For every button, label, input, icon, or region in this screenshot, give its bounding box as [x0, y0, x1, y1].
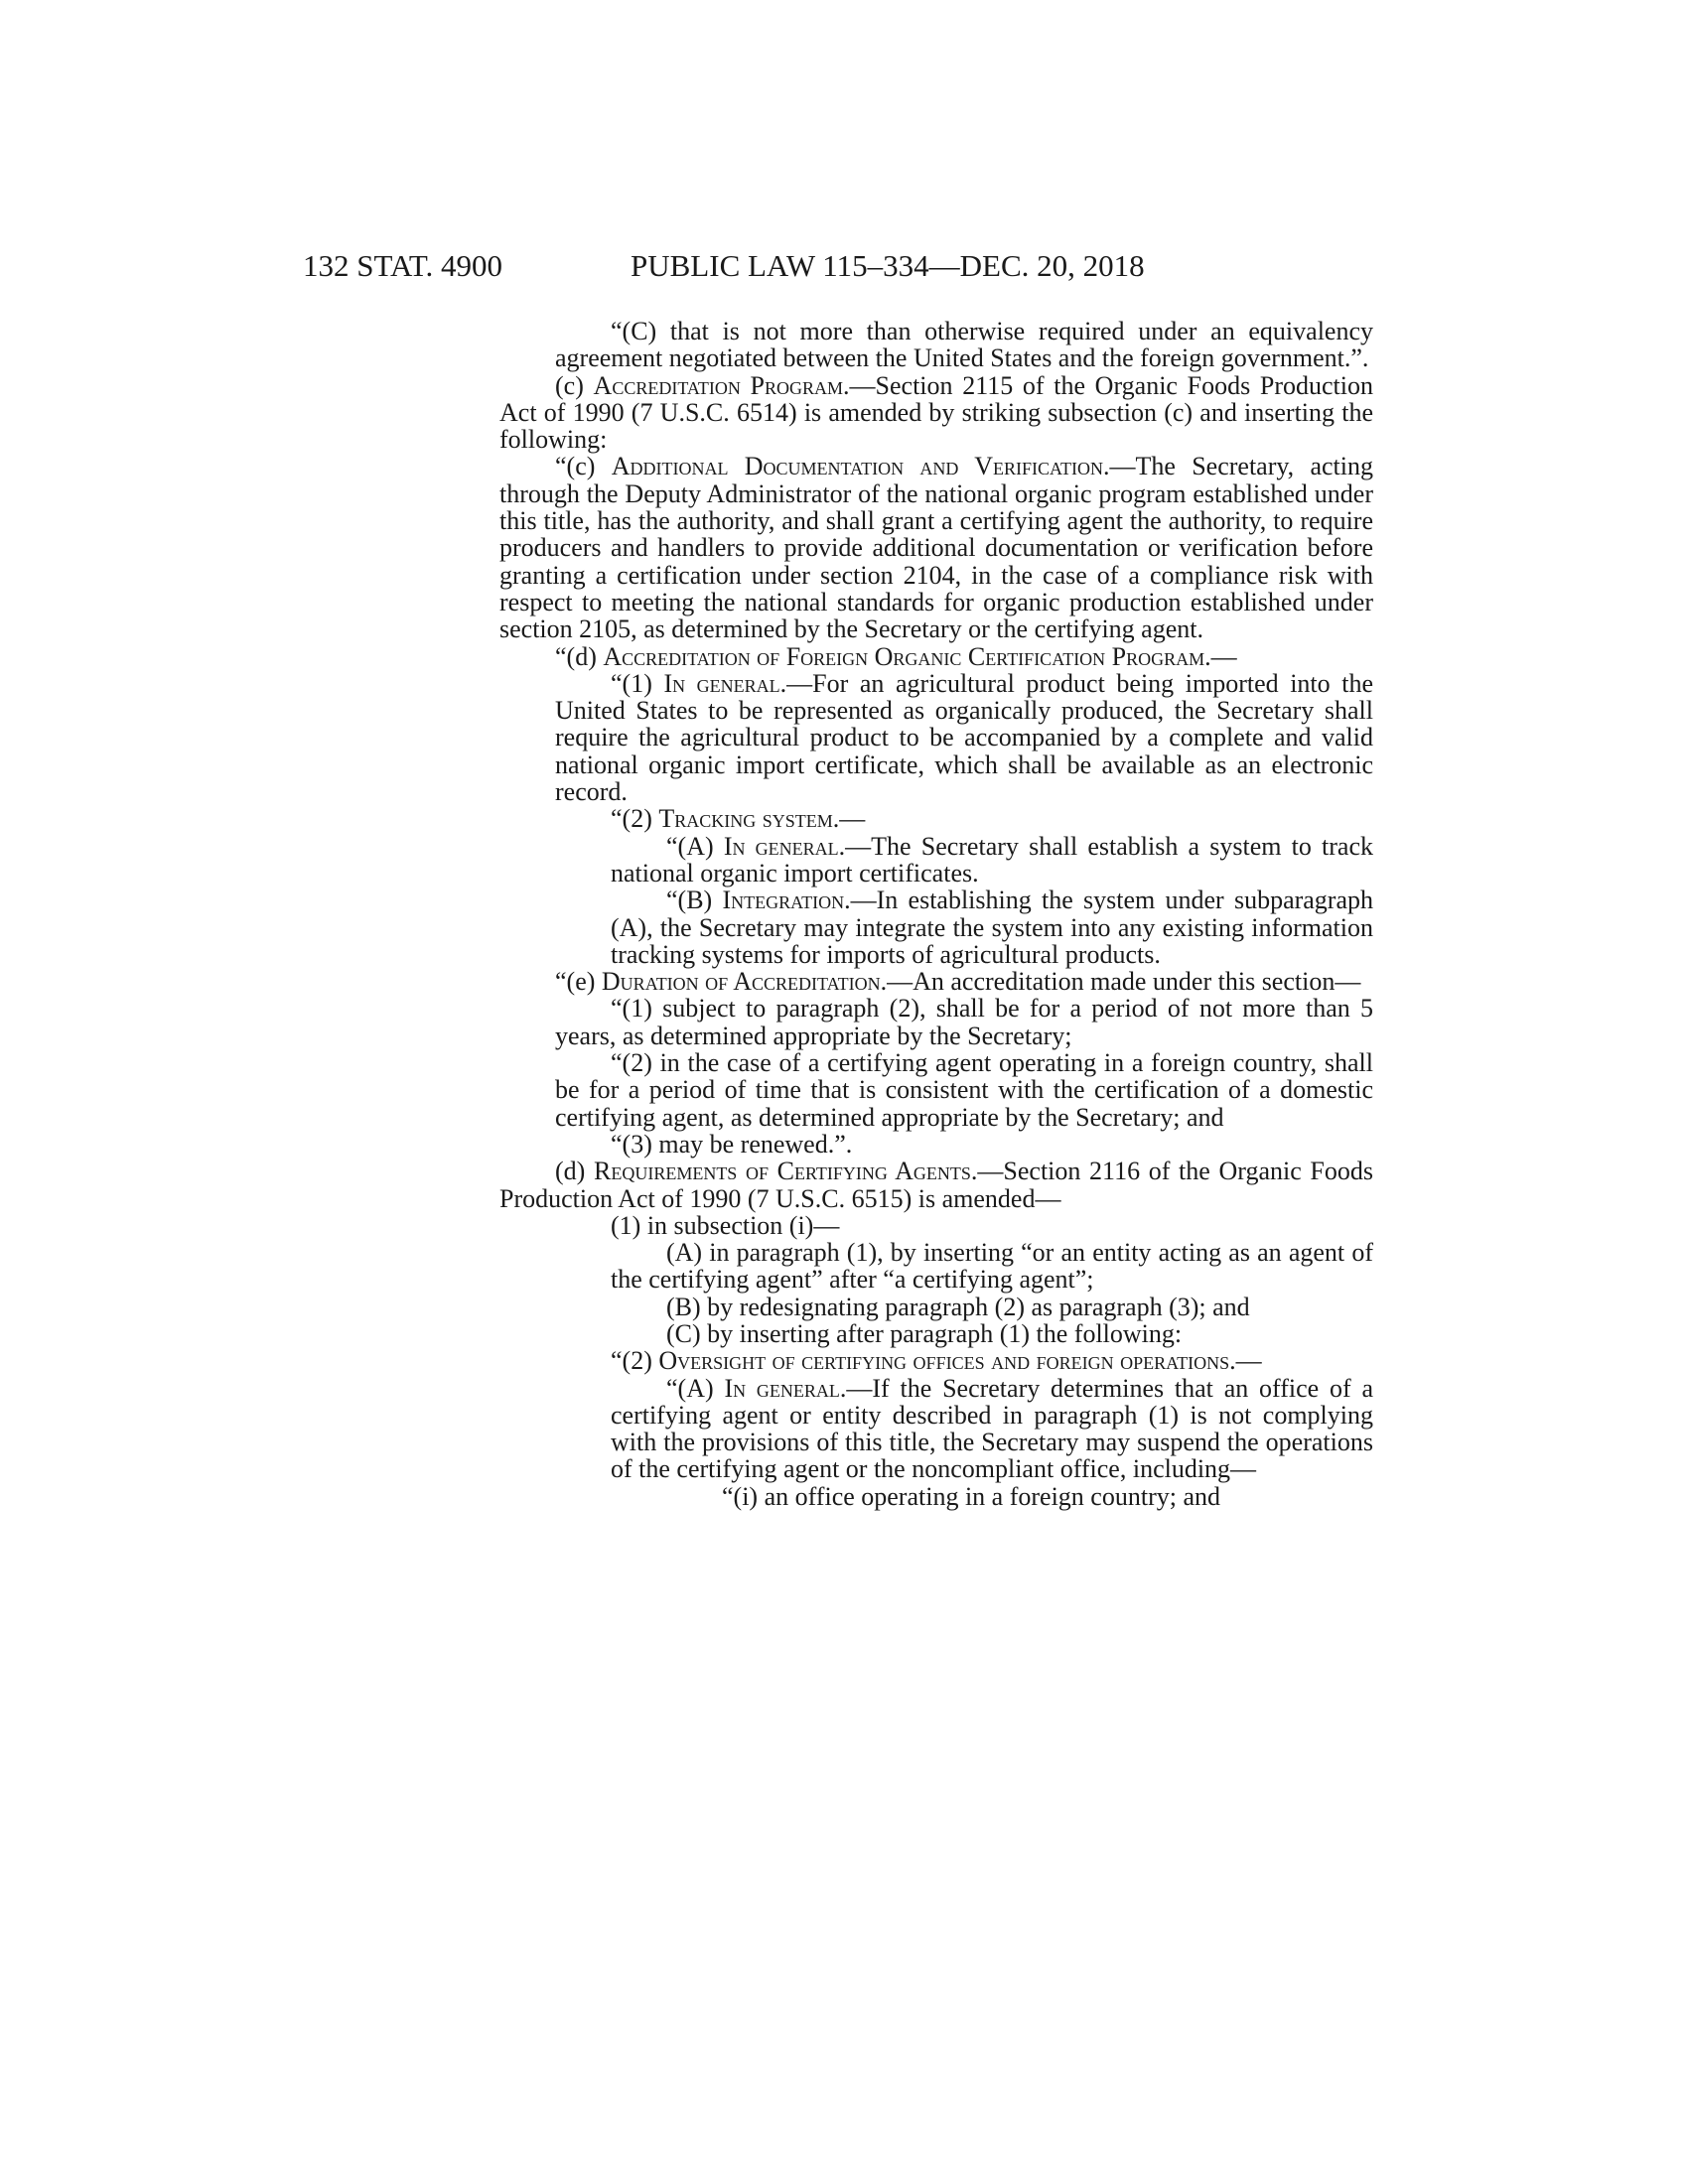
statute-page-number: 132 STAT. 4900	[303, 248, 503, 283]
paragraph-accreditation-program	[499, 372, 1373, 454]
paragraph-duration	[499, 968, 1373, 995]
paragraph-lead: (c)	[555, 370, 594, 400]
paragraph-text: —Section 2115 of the Organic Foods Production Act of 1990 (7 U.S.C. 6514) is amended by striking subsection (c) and inserting the following:	[499, 370, 1373, 455]
paragraph-text: —For an agricultural product being imported into the United States to be represented as organically produced, the Secretary shall require the agricultural product to be accompanied by a complete and valid national organic import certificate, which shall be available as an electronic record.	[555, 668, 1373, 807]
paragraph-text: “(C) that is not more than otherwise required under an equivalency agreement negotiated between the United States and the foreign government.”.	[555, 317, 1373, 373]
paragraph-heading: Additional Documentation and Verification.	[611, 452, 1110, 481]
paragraph-text: —An accreditation made under this section—	[887, 967, 1361, 997]
paragraph-heading: Oversight of certifying offices and foreign operations.	[658, 1346, 1236, 1376]
paragraph-d2-tracking	[499, 805, 1373, 832]
paragraph-lead: “(2)	[611, 1346, 659, 1376]
paragraph-heading: Integration.	[722, 886, 851, 915]
paragraph-d1c	[499, 1320, 1373, 1347]
paragraph-foreign-certification	[499, 643, 1373, 670]
paragraph-text: “(2) in the case of a certifying agent operating in a foreign country, shall be for a period of time that is consistent with the certification of a domestic certifying agent, as determined appropriate by the Secretary; and	[555, 1048, 1373, 1132]
document-body	[499, 318, 1373, 1510]
paragraph-d1b	[499, 1294, 1373, 1320]
paragraph-heading: Tracking system.	[658, 804, 840, 834]
paragraph-e2	[499, 1049, 1373, 1131]
paragraph-e1	[499, 995, 1373, 1049]
paragraph-oversight	[499, 1347, 1373, 1374]
paragraph-lead: “(A)	[666, 831, 724, 861]
paragraph-text: (B) by redesignating paragraph (2) as paragraph (3); and	[666, 1292, 1250, 1321]
paragraph-heading: Accreditation Program.	[593, 370, 850, 400]
paragraph-d1a	[499, 1239, 1373, 1294]
paragraph-text: —	[1235, 1346, 1262, 1376]
paragraph-lead: “(e)	[555, 967, 602, 997]
paragraph-text: (1) in subsection (i)—	[611, 1210, 840, 1240]
paragraph-text: —Section 2116 of the Organic Foods Production Act of 1990 (7 U.S.C. 6515) is amended—	[499, 1157, 1373, 1213]
paragraph-lead: “(c)	[555, 452, 612, 481]
paragraph-text: —In establishing the system under subparagraph (A), the Secretary may integrate the system into any existing information tracking systems for imports of agricultural products.	[611, 886, 1374, 969]
paragraph-text: “(1) subject to paragraph (2), shall be for a period of not more than 5 years, as determined appropriate by the Secretary;	[555, 994, 1373, 1050]
paragraph-heading: In general.	[723, 831, 846, 861]
paragraph-lead: “(d)	[555, 641, 604, 671]
paragraph-lead: “(A)	[666, 1373, 725, 1403]
paragraph-text: —	[1210, 641, 1237, 671]
paragraph-text: (C) by inserting after paragraph (1) the following:	[666, 1318, 1183, 1348]
paragraph-d1-in-general	[499, 670, 1373, 805]
paragraph-text: —The Secretary, acting through the Deputy Administrator of the national organic program established under this title, has the authority, and shall grant a certifying agent the authority, to require producers and handlers to provide additional documentation or verification before granting a certification under section 2104, in the case of a compliance risk with respect to meeting the national standards for organic production established under section 2105, as determined by the Secretary or the certifying agent.	[499, 452, 1374, 644]
paragraph-text: “(3) may be renewed.”.	[611, 1129, 853, 1159]
paragraph-requirements	[499, 1158, 1373, 1212]
paragraph-c-equivalency	[499, 318, 1373, 372]
paragraph-text: —	[839, 804, 866, 834]
paragraph-lead: “(1)	[611, 668, 664, 698]
paragraph-text: (A) in paragraph (1), by inserting “or an entity acting as an agent of the certifying agent” after “a certifying agent”;	[611, 1238, 1373, 1295]
paragraph-additional-documentation	[499, 453, 1373, 642]
paragraph-oversight-a	[499, 1375, 1373, 1483]
paragraph-lead: “(2)	[611, 804, 659, 834]
public-law-citation: PUBLIC LAW 115–334—DEC. 20, 2018	[631, 248, 1145, 283]
paragraph-oversight-a-i	[499, 1483, 1373, 1510]
paragraph-heading: Requirements of Certifying Agents.	[593, 1157, 978, 1186]
paragraph-heading: In general.	[663, 668, 787, 698]
paragraph-lead: (d)	[555, 1157, 594, 1186]
page-header	[303, 246, 1375, 286]
paragraph-heading: Duration of Accreditation.	[601, 967, 888, 997]
paragraph-heading: In general.	[724, 1373, 847, 1403]
paragraph-text: —If the Secretary determines that an office of a certifying agent or entity described in paragraph (1) is not complying with the provisions of this title, the Secretary may suspend the operations of the certifying agent or the noncompliant office, including—	[611, 1373, 1373, 1484]
paragraph-e3	[499, 1131, 1373, 1158]
paragraph-d2a-in-general	[499, 833, 1373, 887]
paragraph-heading: Accreditation of Foreign Organic Certification Program.	[603, 641, 1211, 671]
paragraph-text: —The Secretary shall establish a system to track national organic import certificates.	[611, 831, 1373, 887]
paragraph-d2b-integration	[499, 887, 1373, 968]
paragraph-d1-subsection	[499, 1212, 1373, 1239]
paragraph-text: “(i) an office operating in a foreign country; and	[722, 1481, 1220, 1511]
paragraph-lead: “(B)	[666, 886, 723, 915]
